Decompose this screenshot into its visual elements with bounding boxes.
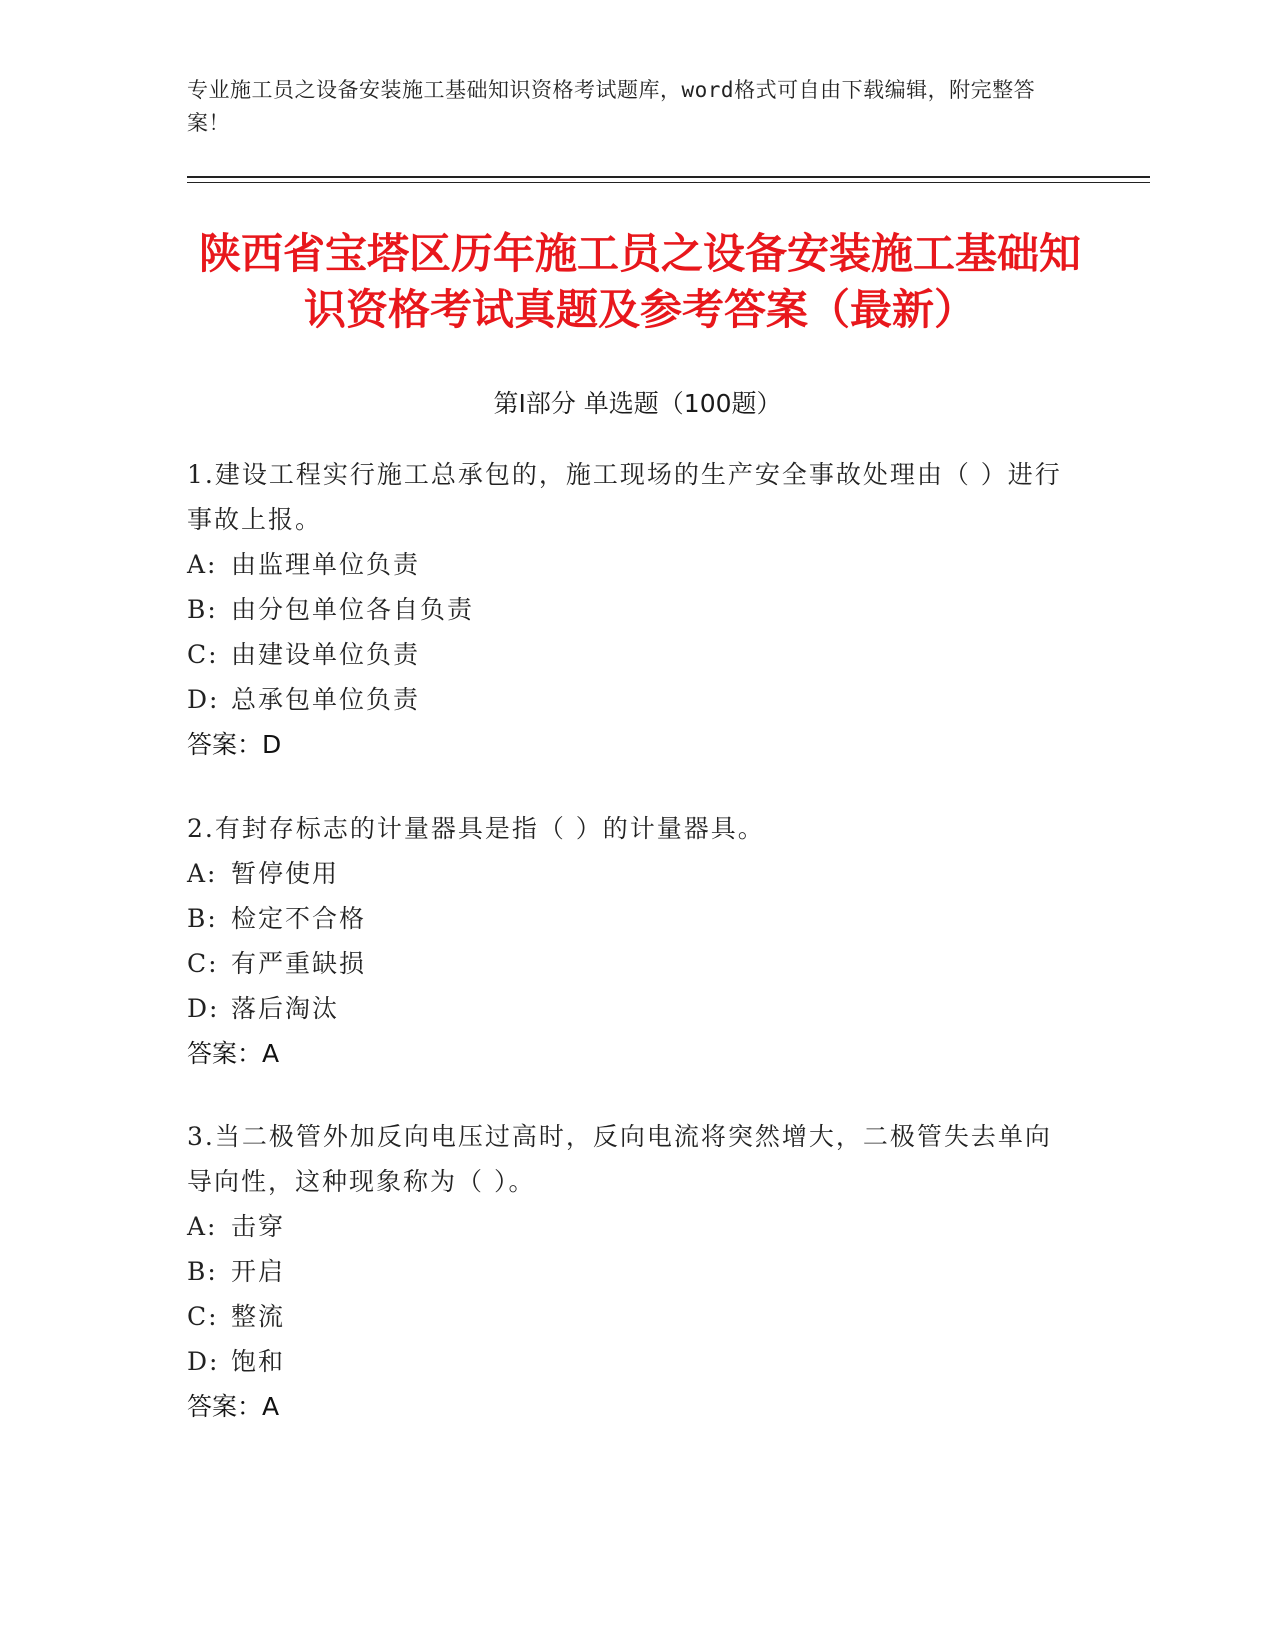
option-d [187, 1339, 1067, 1384]
header-note: 专业施工员之设备安装施工基础知识资格考试题库，word格式可自由下载编辑，附完整答案！ [187, 78, 1036, 135]
question-3 [187, 1114, 1067, 1429]
option-d [187, 986, 1067, 1031]
option-text: 整流 [231, 1302, 286, 1331]
option-text: 落后淘汰 [231, 994, 340, 1023]
answer: 答案：A [187, 1039, 280, 1068]
option-text: 击穿 [231, 1212, 286, 1241]
document-title: 陕西省宝塔区历年施工员之设备安装施工基础知识资格考试真题及参考答案（最新） [198, 229, 1081, 334]
option-text: 由分包单位各自负责 [231, 595, 475, 624]
question-stem: 2.有封存标志的计量器具是指（ ）的计量器具。 [187, 814, 765, 843]
option-a [187, 1204, 1067, 1249]
option-b [187, 587, 1067, 632]
header-divider-thick [187, 176, 1150, 178]
option-key: A: [187, 550, 218, 579]
option-text: 由监理单位负责 [231, 550, 421, 579]
option-text: 有严重缺损 [231, 949, 367, 978]
option-key: A: [187, 1212, 218, 1241]
option-key: C: [187, 1302, 219, 1331]
option-text: 开启 [231, 1257, 286, 1286]
option-a [187, 851, 1067, 896]
option-key: D: [187, 685, 220, 714]
section-title: 第Ⅰ部分 单选题（100题） [493, 389, 782, 418]
option-b [187, 1249, 1067, 1294]
option-b [187, 896, 1067, 941]
option-text: 饱和 [231, 1347, 286, 1376]
option-key: D: [187, 1347, 220, 1376]
option-text: 总承包单位负责 [231, 685, 421, 714]
option-key: D: [187, 994, 220, 1023]
option-d [187, 677, 1067, 722]
option-key: C: [187, 949, 219, 978]
option-c [187, 941, 1067, 986]
question-1 [187, 452, 1067, 767]
option-c [187, 632, 1067, 677]
option-key: B: [187, 904, 218, 933]
answer: 答案：A [187, 1392, 280, 1421]
question-2 [187, 806, 1067, 1076]
option-key: A: [187, 859, 218, 888]
option-text: 检定不合格 [231, 904, 367, 933]
question-stem: 1.建设工程实行施工总承包的，施工现场的生产安全事故处理由（ ）进行事故上报。 [187, 460, 1062, 534]
option-key: B: [187, 1257, 218, 1286]
option-c [187, 1294, 1067, 1339]
answer: 答案：D [187, 730, 282, 759]
option-a [187, 542, 1067, 587]
option-text: 暂停使用 [231, 859, 340, 888]
header-divider-thin [187, 182, 1150, 183]
option-key: B: [187, 595, 218, 624]
question-stem: 3.当二极管外加反向电压过高时，反向电流将突然增大，二极管失去单向导向性，这种现象称为（ ）。 [187, 1122, 1052, 1196]
option-text: 由建设单位负责 [231, 640, 421, 669]
option-key: C: [187, 640, 219, 669]
